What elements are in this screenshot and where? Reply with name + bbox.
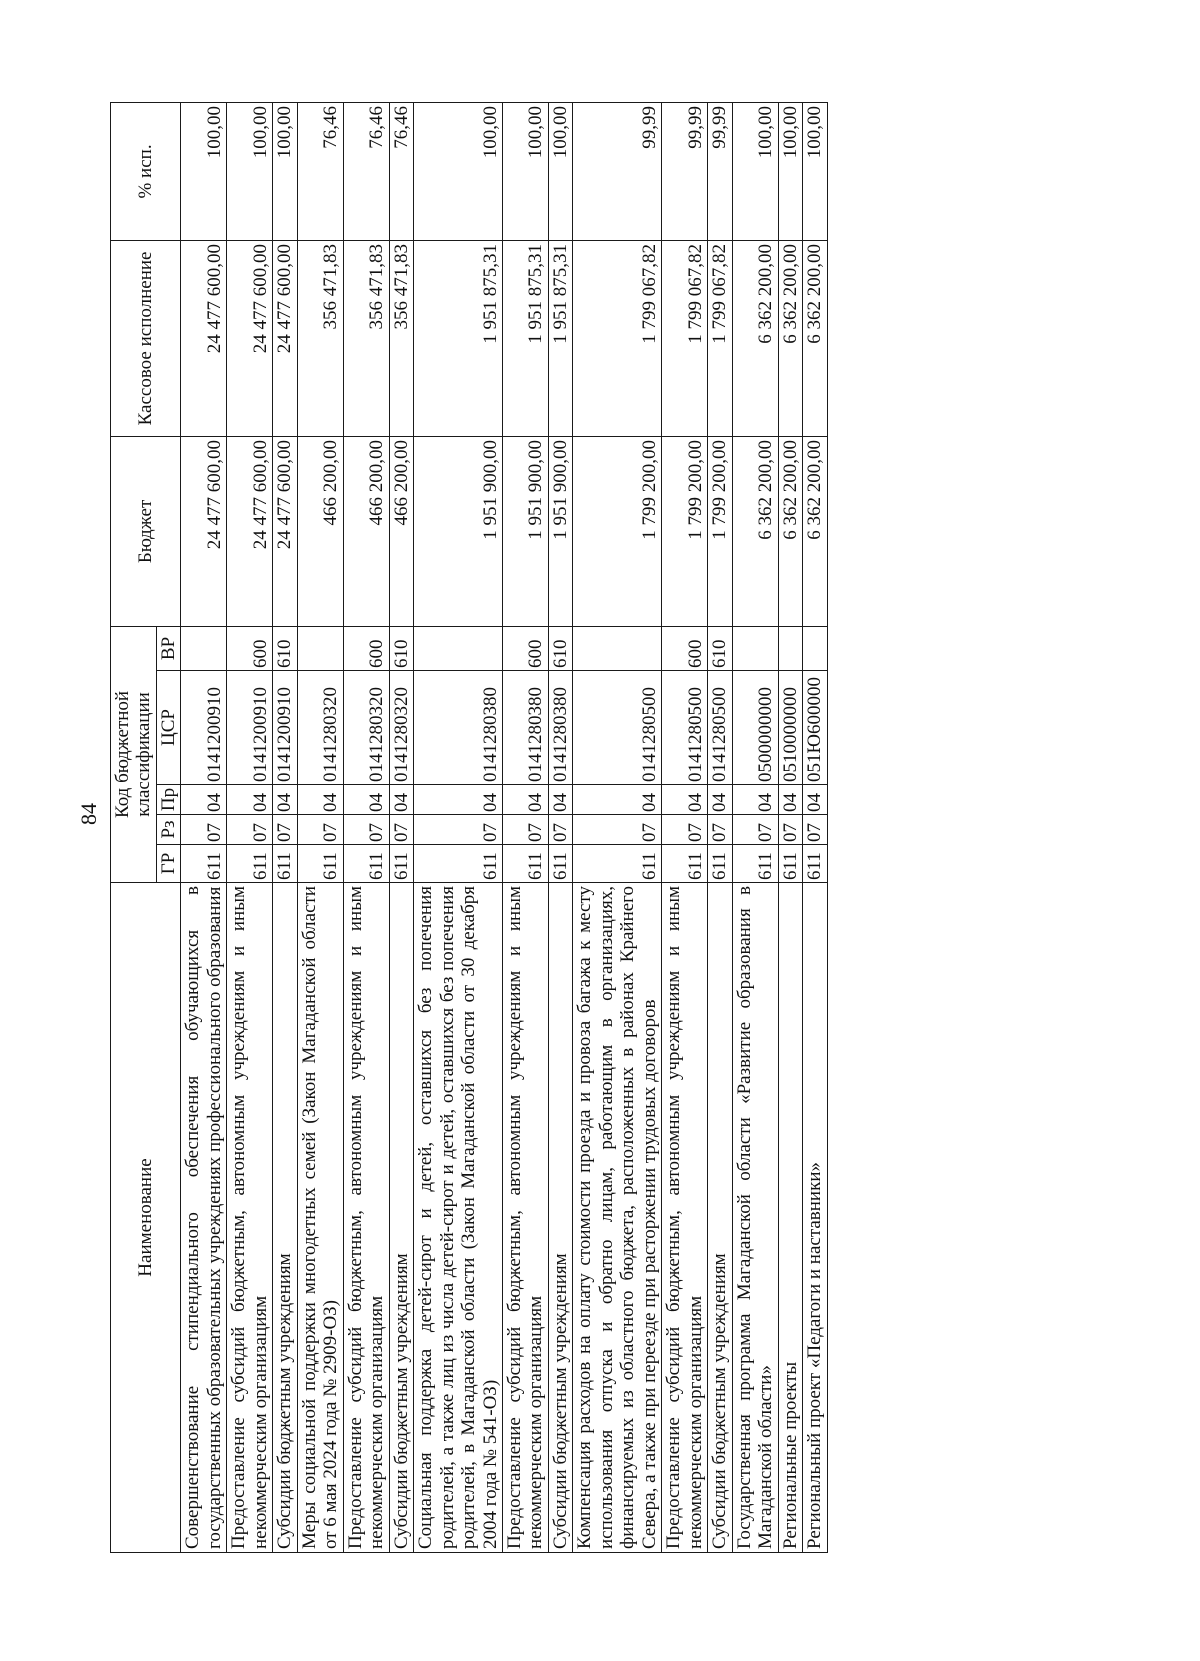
table-row bbox=[708, 102, 732, 1552]
row-gr: 611 bbox=[389, 845, 413, 883]
table-row bbox=[732, 102, 778, 1552]
table-body bbox=[181, 102, 827, 1552]
row-cash: 6 362 200,00 bbox=[803, 240, 827, 436]
row-pr: 04 bbox=[778, 785, 802, 815]
row-csr: 0500000000 bbox=[732, 671, 778, 785]
row-name: Субсидии бюджетным учреждениям bbox=[389, 883, 413, 1553]
row-csr: 0141200910 bbox=[181, 671, 227, 785]
row-cash: 1 799 067,82 bbox=[662, 240, 708, 436]
row-budget: 1 951 900,00 bbox=[502, 436, 548, 626]
row-csr: 0141200910 bbox=[273, 671, 297, 785]
table-row bbox=[548, 102, 572, 1552]
row-rz: 07 bbox=[708, 815, 732, 845]
row-vr: 610 bbox=[389, 626, 413, 670]
row-csr: 0141280500 bbox=[708, 671, 732, 785]
row-pct: 100,00 bbox=[778, 102, 802, 240]
table-row bbox=[803, 102, 827, 1552]
row-budget: 1 799 200,00 bbox=[573, 436, 662, 626]
row-pr: 04 bbox=[227, 785, 273, 815]
row-vr: 600 bbox=[227, 626, 273, 670]
row-name: Предоставление субсидий бюджетным, автономным учреждениям и иным некоммерческим организациям bbox=[502, 883, 548, 1553]
row-gr: 611 bbox=[708, 845, 732, 883]
rotated-table-container bbox=[110, 103, 1010, 1553]
row-cash: 24 477 600,00 bbox=[181, 240, 227, 436]
row-pr: 04 bbox=[548, 785, 572, 815]
row-gr: 611 bbox=[273, 845, 297, 883]
header-pr: Пр bbox=[156, 785, 180, 815]
table-row bbox=[273, 102, 297, 1552]
row-pr: 04 bbox=[273, 785, 297, 815]
header-rz: Рз bbox=[156, 815, 180, 845]
row-vr bbox=[297, 626, 343, 670]
row-pr: 04 bbox=[343, 785, 389, 815]
row-rz: 07 bbox=[227, 815, 273, 845]
row-vr bbox=[181, 626, 227, 670]
row-gr: 611 bbox=[778, 845, 802, 883]
row-gr: 611 bbox=[662, 845, 708, 883]
row-budget: 1 799 200,00 bbox=[708, 436, 732, 626]
row-gr: 611 bbox=[414, 845, 503, 883]
row-budget: 24 477 600,00 bbox=[227, 436, 273, 626]
row-rz: 07 bbox=[662, 815, 708, 845]
row-budget: 24 477 600,00 bbox=[181, 436, 227, 626]
row-gr: 611 bbox=[502, 845, 548, 883]
row-vr: 600 bbox=[502, 626, 548, 670]
row-name: Субсидии бюджетным учреждениям bbox=[708, 883, 732, 1553]
page-number: 84 bbox=[76, 803, 101, 825]
row-rz: 07 bbox=[573, 815, 662, 845]
row-vr: 610 bbox=[273, 626, 297, 670]
row-name: Совершенствование стипендиального обеспечения обучающихся в государственных образовательных учреждениях профессионального образования bbox=[181, 883, 227, 1553]
row-pr: 04 bbox=[573, 785, 662, 815]
row-budget: 1 951 900,00 bbox=[414, 436, 503, 626]
row-pct: 100,00 bbox=[181, 102, 227, 240]
row-rz: 07 bbox=[181, 815, 227, 845]
row-vr bbox=[803, 626, 827, 670]
row-csr: 051Ю600000 bbox=[803, 671, 827, 785]
row-cash: 1 951 875,31 bbox=[414, 240, 503, 436]
row-budget: 466 200,00 bbox=[343, 436, 389, 626]
row-rz: 07 bbox=[389, 815, 413, 845]
row-rz: 07 bbox=[343, 815, 389, 845]
row-pr: 04 bbox=[389, 785, 413, 815]
row-csr: 0510000000 bbox=[778, 671, 802, 785]
row-name: Региональные проекты bbox=[778, 883, 802, 1553]
row-name: Социальная поддержка детей-сирот и детей, оставшихся без попечения родителей, а также лиц из числа детей-сирот и детей, оставшихся без попечения родителей, в Магаданской области (Закон Магаданской области от 30 декабря 2004 года № 541-ОЗ) bbox=[414, 883, 503, 1553]
row-name: Предоставление субсидий бюджетным, автономным учреждениям и иным некоммерческим организациям bbox=[662, 883, 708, 1553]
table-row bbox=[181, 102, 227, 1552]
row-vr: 610 bbox=[708, 626, 732, 670]
row-vr bbox=[778, 626, 802, 670]
table-row bbox=[343, 102, 389, 1552]
row-pct: 76,46 bbox=[343, 102, 389, 240]
row-name: Меры социальной поддержки многодетных семей (Закон Магаданской области от 6 мая 2024 года № 2909-ОЗ) bbox=[297, 883, 343, 1553]
row-pct: 100,00 bbox=[227, 102, 273, 240]
table-row bbox=[662, 102, 708, 1552]
row-cash: 6 362 200,00 bbox=[732, 240, 778, 436]
table-row bbox=[389, 102, 413, 1552]
row-csr: 0141280500 bbox=[573, 671, 662, 785]
row-cash: 1 951 875,31 bbox=[502, 240, 548, 436]
row-pr: 04 bbox=[502, 785, 548, 815]
row-name: Субсидии бюджетным учреждениям bbox=[273, 883, 297, 1553]
table-row bbox=[573, 102, 662, 1552]
row-pr: 04 bbox=[732, 785, 778, 815]
row-pr: 04 bbox=[708, 785, 732, 815]
table-row bbox=[297, 102, 343, 1552]
row-csr: 0141280320 bbox=[389, 671, 413, 785]
row-rz: 07 bbox=[297, 815, 343, 845]
row-budget: 6 362 200,00 bbox=[778, 436, 802, 626]
row-cash: 6 362 200,00 bbox=[778, 240, 802, 436]
header-cash: Кассовое исполнение bbox=[111, 240, 181, 436]
row-vr bbox=[573, 626, 662, 670]
row-gr: 611 bbox=[573, 845, 662, 883]
table-row bbox=[778, 102, 802, 1552]
row-cash: 356 471,83 bbox=[297, 240, 343, 436]
row-csr: 0141280500 bbox=[662, 671, 708, 785]
row-name: Предоставление субсидий бюджетным, автономным учреждениям и иным некоммерческим организациям bbox=[227, 883, 273, 1553]
row-rz: 07 bbox=[502, 815, 548, 845]
row-rz: 07 bbox=[732, 815, 778, 845]
row-gr: 611 bbox=[732, 845, 778, 883]
row-pct: 100,00 bbox=[803, 102, 827, 240]
row-pct: 100,00 bbox=[732, 102, 778, 240]
row-vr: 600 bbox=[662, 626, 708, 670]
row-pr: 04 bbox=[181, 785, 227, 815]
row-pct: 76,46 bbox=[297, 102, 343, 240]
row-pr: 04 bbox=[297, 785, 343, 815]
row-pct: 100,00 bbox=[273, 102, 297, 240]
row-rz: 07 bbox=[778, 815, 802, 845]
header-vr: ВР bbox=[156, 626, 180, 670]
row-pct: 100,00 bbox=[548, 102, 572, 240]
row-gr: 611 bbox=[297, 845, 343, 883]
row-pct: 99,99 bbox=[708, 102, 732, 240]
table-row bbox=[414, 102, 503, 1552]
row-name: Предоставление субсидий бюджетным, автономным учреждениям и иным некоммерческим организациям bbox=[343, 883, 389, 1553]
row-rz: 07 bbox=[273, 815, 297, 845]
table-row bbox=[227, 102, 273, 1552]
row-budget: 1 799 200,00 bbox=[662, 436, 708, 626]
row-csr: 0141200910 bbox=[227, 671, 273, 785]
row-name: Региональный проект «Педагоги и наставники» bbox=[803, 883, 827, 1553]
row-budget: 466 200,00 bbox=[389, 436, 413, 626]
row-name: Государственная программа Магаданской области «Развитие образования в Магаданской области» bbox=[732, 883, 778, 1553]
row-cash: 356 471,83 bbox=[343, 240, 389, 436]
row-cash: 24 477 600,00 bbox=[273, 240, 297, 436]
row-vr: 600 bbox=[343, 626, 389, 670]
row-csr: 0141280320 bbox=[343, 671, 389, 785]
header-code-group: Код бюджетной классификации bbox=[111, 626, 157, 882]
row-rz: 07 bbox=[548, 815, 572, 845]
header-pct: % исп. bbox=[111, 102, 181, 240]
row-pr: 04 bbox=[662, 785, 708, 815]
row-cash: 356 471,83 bbox=[389, 240, 413, 436]
row-gr: 611 bbox=[803, 845, 827, 883]
header-name: Наименование bbox=[111, 883, 181, 1553]
row-pct: 76,46 bbox=[389, 102, 413, 240]
row-gr: 611 bbox=[227, 845, 273, 883]
row-budget: 24 477 600,00 bbox=[273, 436, 297, 626]
row-csr: 0141280380 bbox=[414, 671, 503, 785]
row-name: Субсидии бюджетным учреждениям bbox=[548, 883, 572, 1553]
row-name: Компенсация расходов на оплату стоимости проезда и провоза багажа к месту использования отпуска и обратно лицам, работающим в организациях, финансируемых из областного бюджета, расположенных в районах Крайнего Севера, а также при переезде при расторжении трудовых договоров bbox=[573, 883, 662, 1553]
row-gr: 611 bbox=[181, 845, 227, 883]
row-pct: 99,99 bbox=[662, 102, 708, 240]
header-budget: Бюджет bbox=[111, 436, 181, 626]
row-cash: 24 477 600,00 bbox=[227, 240, 273, 436]
row-pr: 04 bbox=[803, 785, 827, 815]
row-budget: 6 362 200,00 bbox=[803, 436, 827, 626]
row-csr: 0141280380 bbox=[502, 671, 548, 785]
row-vr: 610 bbox=[548, 626, 572, 670]
row-budget: 6 362 200,00 bbox=[732, 436, 778, 626]
row-pr: 04 bbox=[414, 785, 503, 815]
row-gr: 611 bbox=[548, 845, 572, 883]
row-cash: 1 799 067,82 bbox=[708, 240, 732, 436]
row-rz: 07 bbox=[414, 815, 503, 845]
row-budget: 1 951 900,00 bbox=[548, 436, 572, 626]
row-vr bbox=[414, 626, 503, 670]
row-pct: 100,00 bbox=[502, 102, 548, 240]
row-pct: 100,00 bbox=[414, 102, 503, 240]
header-csr: ЦСР bbox=[156, 671, 180, 785]
row-pct: 99,99 bbox=[573, 102, 662, 240]
row-budget: 466 200,00 bbox=[297, 436, 343, 626]
budget-table bbox=[110, 102, 828, 1553]
row-cash: 1 951 875,31 bbox=[548, 240, 572, 436]
row-cash: 1 799 067,82 bbox=[573, 240, 662, 436]
header-gr: ГР bbox=[156, 845, 180, 883]
row-gr: 611 bbox=[343, 845, 389, 883]
row-csr: 0141280380 bbox=[548, 671, 572, 785]
row-vr bbox=[732, 626, 778, 670]
row-csr: 0141280320 bbox=[297, 671, 343, 785]
table-row bbox=[502, 102, 548, 1552]
row-rz: 07 bbox=[803, 815, 827, 845]
